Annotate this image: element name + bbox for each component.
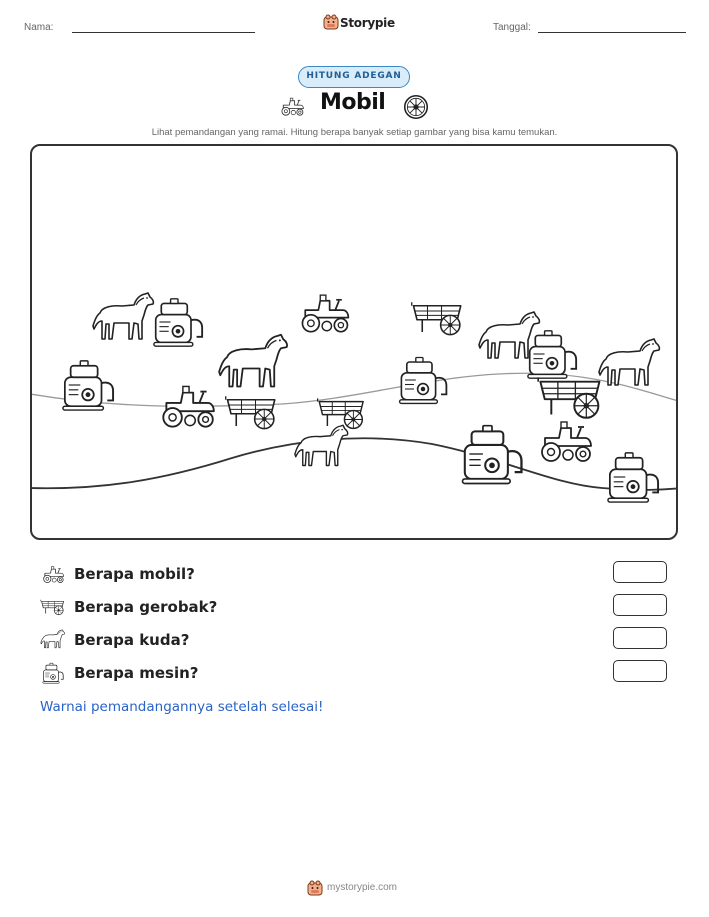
cart-icon — [224, 392, 280, 432]
page-title: Mobil — [320, 90, 386, 115]
name-field-line[interactable] — [72, 32, 255, 33]
horse-icon — [40, 629, 66, 651]
tractor-car-icon — [278, 95, 306, 117]
answer-box-cars[interactable] — [613, 561, 667, 583]
cart-icon — [536, 372, 606, 422]
tractor-car-icon — [532, 416, 598, 464]
horse-icon — [92, 291, 156, 347]
date-field-line[interactable] — [538, 32, 686, 33]
question-row-cars — [40, 563, 670, 589]
tractor-car-icon — [40, 563, 66, 585]
engine-icon — [458, 422, 526, 486]
storypie-logo-icon — [307, 880, 323, 896]
name-label: Nama: — [24, 22, 54, 33]
activity-badge: HITUNG ADEGAN — [298, 66, 410, 88]
horse-icon — [218, 332, 290, 396]
answer-box-engines[interactable] — [613, 660, 667, 682]
engine-icon — [396, 354, 450, 406]
cart-icon — [316, 394, 368, 432]
coloring-note: Warnai pemandangannya setelah selesai! — [40, 699, 324, 715]
answer-box-carts[interactable] — [613, 594, 667, 616]
question-label: Berapa kuda? — [74, 631, 190, 649]
question-label: Berapa gerobak? — [74, 598, 218, 616]
question-row-horses — [40, 629, 670, 655]
storypie-logo-icon — [323, 14, 339, 30]
question-label: Berapa mesin? — [74, 664, 199, 682]
question-row-engines — [40, 662, 670, 688]
date-label: Tanggal: — [493, 22, 531, 33]
tractor-car-icon — [294, 289, 354, 335]
engine-icon — [604, 450, 662, 504]
footer-url[interactable]: mystorypie.com — [327, 882, 398, 893]
horse-icon — [598, 336, 662, 394]
answer-box-horses[interactable] — [613, 627, 667, 649]
question-label: Berapa mobil? — [74, 565, 195, 583]
question-row-carts — [40, 596, 670, 622]
engine-icon — [40, 662, 66, 684]
cart-icon — [40, 596, 66, 618]
cart-icon — [410, 298, 466, 338]
counting-scene — [30, 144, 678, 540]
wheel-icon — [403, 94, 429, 120]
brand-name: Storypie — [340, 16, 395, 30]
engine-icon — [59, 358, 117, 412]
engine-icon — [150, 296, 206, 348]
instructions: Lihat pemandangan yang ramai. Hitung berapa banyak setiap gambar yang bisa kamu temukan. — [151, 127, 558, 138]
tractor-car-icon — [154, 380, 220, 430]
